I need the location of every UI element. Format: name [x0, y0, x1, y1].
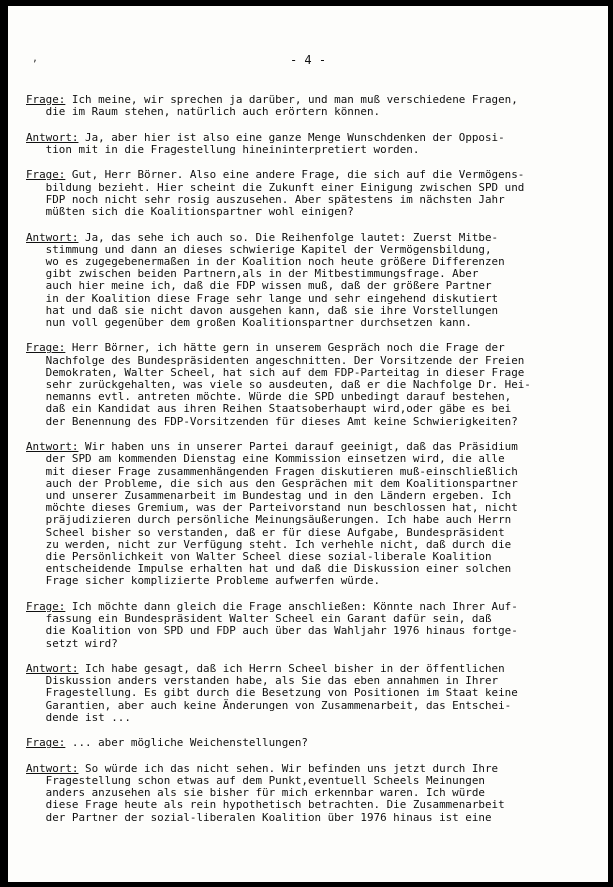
- text-line: fassung ein Bundespräsident Walter Scheel ein Garant dafür sein, daß: [26, 612, 492, 626]
- text-line: müßten sich die Koalitionspartner wohl einigen?: [26, 205, 354, 219]
- text-line: Ich möchte dann gleich die Frage anschließen: Könnte nach Ihrer Auf-: [65, 599, 518, 613]
- speaker-label: Antwort:: [26, 230, 79, 244]
- text-line: Ich habe gesagt, daß ich Herrn Scheel bisher in der öffentlichen: [78, 662, 505, 675]
- text-line: setzt wird?: [26, 636, 118, 650]
- question-block: [26, 601, 592, 650]
- text-line: Herr Börner, ich hätte gern in unserem Gespräch noch die Frage der: [65, 341, 505, 355]
- text-line: bildung bezieht. Hier scheint die Zukunft einer Einigung zwischen SPD und: [26, 180, 525, 194]
- answer-block: [26, 663, 592, 724]
- text-line: tion mit in die Fragestellung hineininterpretiert worden.: [26, 142, 420, 156]
- text-line: anders anzusehen als sie bisher für mich erkennbar waren. Ich würde: [26, 786, 485, 800]
- speaker-label: Antwort:: [26, 440, 79, 454]
- text-line: Scheel bisher so verstanden, daß er für diese Aufgabe, Bundespräsident: [26, 525, 505, 539]
- document-page: [8, 6, 608, 882]
- answer-block: [26, 763, 592, 824]
- interview-transcript: [26, 94, 592, 837]
- text-line: So würde ich das nicht sehen. Wir befinden uns jetzt durch Ihre: [78, 761, 499, 775]
- text-line: der Benennung des FDP-Vorsitzenden für dieses Amt keine Schwierigkeiten?: [26, 414, 518, 428]
- text-line: gibt zwischen beiden Partnern,als in der Mitbestimmungsfrage. Aber: [26, 267, 479, 281]
- text-line: diese Frage heute als rein hypothetisch betrachten. Die Zusammenarbeit: [26, 798, 505, 812]
- answer-block: [26, 441, 592, 587]
- text-line: die im Raum stehen, natürlich auch erörtern können.: [26, 105, 381, 119]
- text-line: entscheidende Impulse erhalten hat und daß die Diskussion einer solchen: [26, 562, 512, 576]
- speaker-label: Antwort:: [26, 130, 79, 144]
- speaker-label: Frage:: [26, 93, 66, 106]
- text-line: der SPD am kommenden Dienstag eine Kommission einsetzen wird, die alle: [26, 452, 505, 466]
- text-line: Garantien, aber auch keine Änderungen von Zusammenarbeit, das Entschei-: [26, 698, 512, 712]
- speaker-label: Frage:: [26, 736, 66, 750]
- speaker-label: Frage:: [26, 341, 66, 355]
- text-line: Ja, das sehe ich auch so. Die Reihenfolge lautet: Zuerst Mitbe-: [78, 230, 499, 244]
- text-line: nemanns evtl. antreten möchte. Würde die SPD unbedingt darauf bestehen,: [26, 390, 512, 404]
- speaker-label: Antwort:: [26, 761, 79, 775]
- text-line: Ich meine, wir sprechen ja darüber, und man muß verschiedene Fragen,: [65, 93, 518, 106]
- text-line: zu werden, nicht zur Verfügung steht. Ich verhehle nicht, daß durch die: [26, 537, 512, 551]
- speaker-label: Frage:: [26, 599, 66, 613]
- question-block: [26, 169, 592, 218]
- speaker-label: Antwort:: [26, 662, 79, 675]
- text-line: präjudizieren durch persönliche Meinungsäußerungen. Ich habe auch Herrn: [26, 513, 512, 527]
- text-line: stimmung und dann an dieses schwierige Kapitel der Vermögensbildung,: [26, 242, 492, 256]
- text-line: der Partner der sozial-liberalen Koalition über 1976 hinaus ist eine: [26, 810, 492, 824]
- text-line: möchte dieses Gremium, was der Parteivorstand nun beschlossen hat, nicht: [26, 501, 518, 515]
- text-line: mit dieser Frage zusammenhängenden Fragen diskutieren muß-einschließlich: [26, 464, 518, 478]
- text-line: und unserer Zusammenarbeit im Bundestag und in den Ländern ergeben. Ich: [26, 488, 512, 502]
- answer-block: [26, 132, 592, 156]
- text-line: wo es zugegebenermaßen in der Koalition noch heute größere Differenzen: [26, 254, 505, 268]
- text-line: FDP noch nicht sehr rosig auszusehen. Aber spätestens im nächsten Jahr: [26, 192, 505, 206]
- text-line: Fragestellung schon etwas auf dem Punkt,eventuell Scheels Meinungen: [26, 774, 485, 788]
- margin-mark: ‚: [32, 53, 39, 64]
- text-line: ... aber mögliche Weichenstellungen?: [65, 736, 308, 750]
- text-line: Wir haben uns in unserer Partei darauf geeinigt, daß das Präsidium: [78, 440, 518, 454]
- text-line: Frage sicher komplizierte Probleme aufwerfen würde.: [26, 574, 381, 588]
- text-line: die Persönlichkeit von Walter Scheel diese sozial-liberale Koalition: [26, 549, 492, 563]
- text-line: nun voll gegenüber dem großen Koalitionspartner durchsetzen kann.: [26, 315, 472, 329]
- text-line: hat und daß sie nicht davon ausgehen kann, daß sie ihre Vorstellungen: [26, 303, 499, 317]
- text-line: Diskussion anders verstanden habe, als Sie das eben annahmen in Ihrer: [26, 674, 499, 688]
- text-line: Gut, Herr Börner. Also eine andere Frage, die sich auf die Vermögens-: [65, 168, 525, 182]
- question-block: [26, 737, 592, 749]
- text-line: Nachfolge des Bundespräsidenten angeschnitten. Der Vorsitzende der Freien: [26, 353, 525, 367]
- question-block: [26, 342, 592, 427]
- text-line: daß ein Kandidat aus ihren Reihen Staatsoberhaupt wird,oder gäbe es bei: [26, 402, 512, 416]
- text-line: Ja, aber hier ist also eine ganze Menge Wunschdenken der Opposi-: [78, 130, 505, 144]
- text-line: die Koalition von SPD und FDP auch über das Wahljahr 1976 hinaus fortge-: [26, 624, 518, 638]
- text-line: Fragestellung. Es gibt durch die Besetzung von Positionen im Staat keine: [26, 686, 518, 700]
- text-line: Demokraten, Walter Scheel, hat sich auf dem FDP-Parteitag in dieser Frage: [26, 365, 525, 379]
- text-line: dende ist ...: [26, 710, 131, 724]
- question-block: [26, 94, 592, 118]
- text-line: sehr zurückgehalten, was viele so ausdeuten, daß er die Nachfolge Dr. Hei-: [26, 378, 531, 392]
- text-line: auch der Probleme, die sich aus den Gesprächen mit dem Koalitionspartner: [26, 476, 518, 490]
- text-line: auch hier meine ich, daß die FDP wissen muß, daß der größere Partner: [26, 279, 492, 293]
- text-line: in der Koalition diese Frage sehr lange und sehr eingehend diskutiert: [26, 291, 499, 305]
- answer-block: [26, 232, 592, 330]
- speaker-label: Frage:: [26, 168, 66, 182]
- page-number: - 4 -: [289, 53, 327, 67]
